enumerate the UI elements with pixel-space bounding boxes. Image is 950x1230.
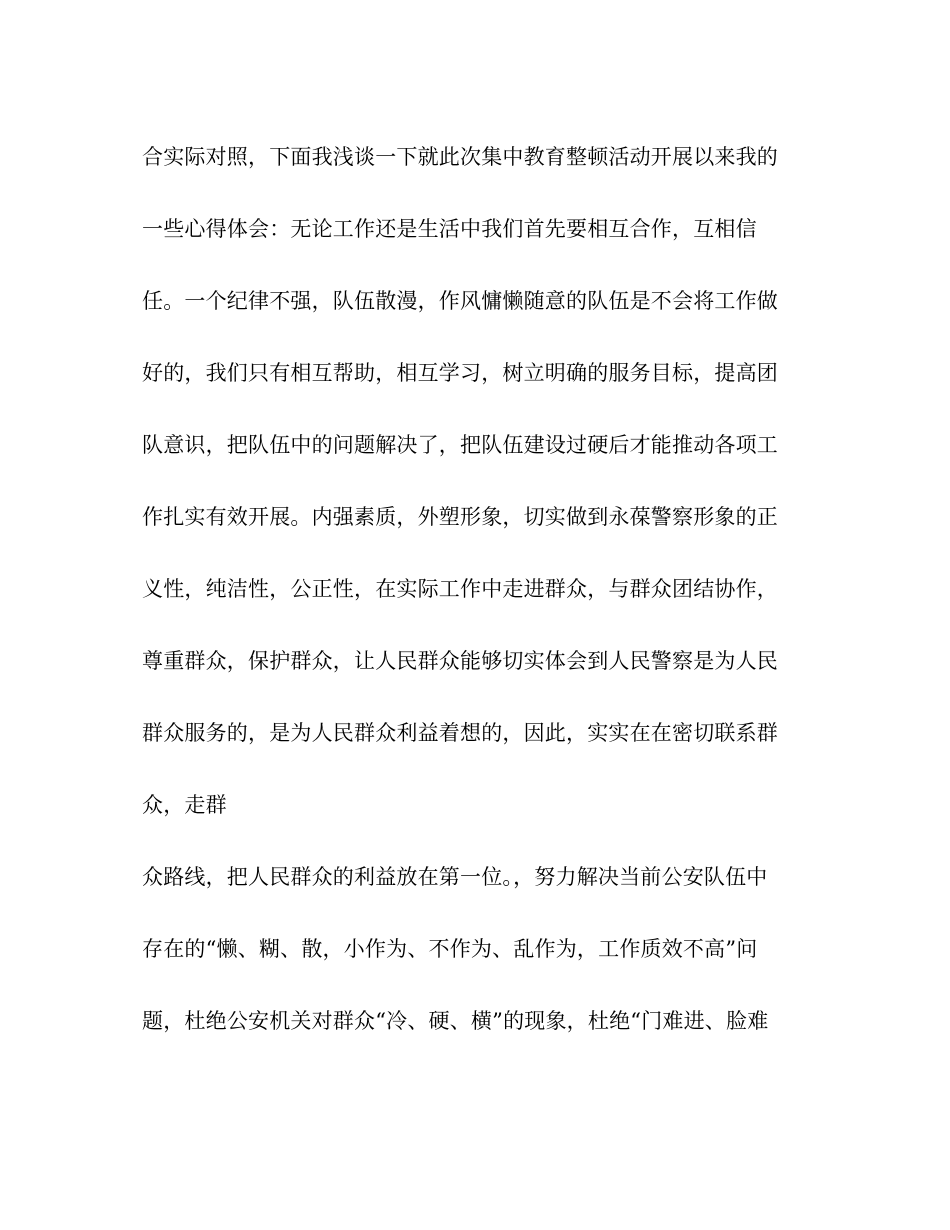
- text-line: 存在的“懒、糊、散，小作为、不作为、乱作为，工作质效不高”问: [142, 937, 758, 961]
- text-line: 一些心得体会：无论工作还是生活中我们首先要相互合作，互相信: [142, 217, 757, 241]
- text-line: 任。一个纪律不强，队伍散漫，作风慵懒随意的队伍是不会将工作做: [142, 289, 778, 313]
- text-line: 好的，我们只有相互帮助，相互学习，树立明确的服务目标，提高团: [142, 361, 778, 385]
- text-line: 尊重群众，保护群众，让人民群众能够切实体会到人民警察是为人民: [142, 649, 778, 673]
- text-line: 群众服务的，是为人民群众利益着想的，因此，实实在在密切联系群: [142, 721, 778, 745]
- text-line: 众路线，把人民群众的利益放在第一位。，努力解决当前公安队伍中: [142, 865, 768, 889]
- text-line: 义性，纯洁性，公正性，在实际工作中走进群众，与群众团结协作，: [142, 577, 778, 601]
- text-line: 题，杜绝公安机关对群众“冷、硬、横”的现象，杜绝“门难进、脸难: [142, 1009, 769, 1033]
- text-line: 作扎实有效开展。内强素质，外塑形象，切实做到永葆警察形象的正: [142, 505, 778, 529]
- text-line: 队意识，把队伍中的问题解决了，把队伍建设过硬后才能推动各项工: [142, 433, 778, 457]
- text-line: 合实际对照，下面我浅谈一下就此次集中教育整顿活动开展以来我的: [142, 145, 778, 169]
- text-line: 众，走群: [142, 793, 227, 817]
